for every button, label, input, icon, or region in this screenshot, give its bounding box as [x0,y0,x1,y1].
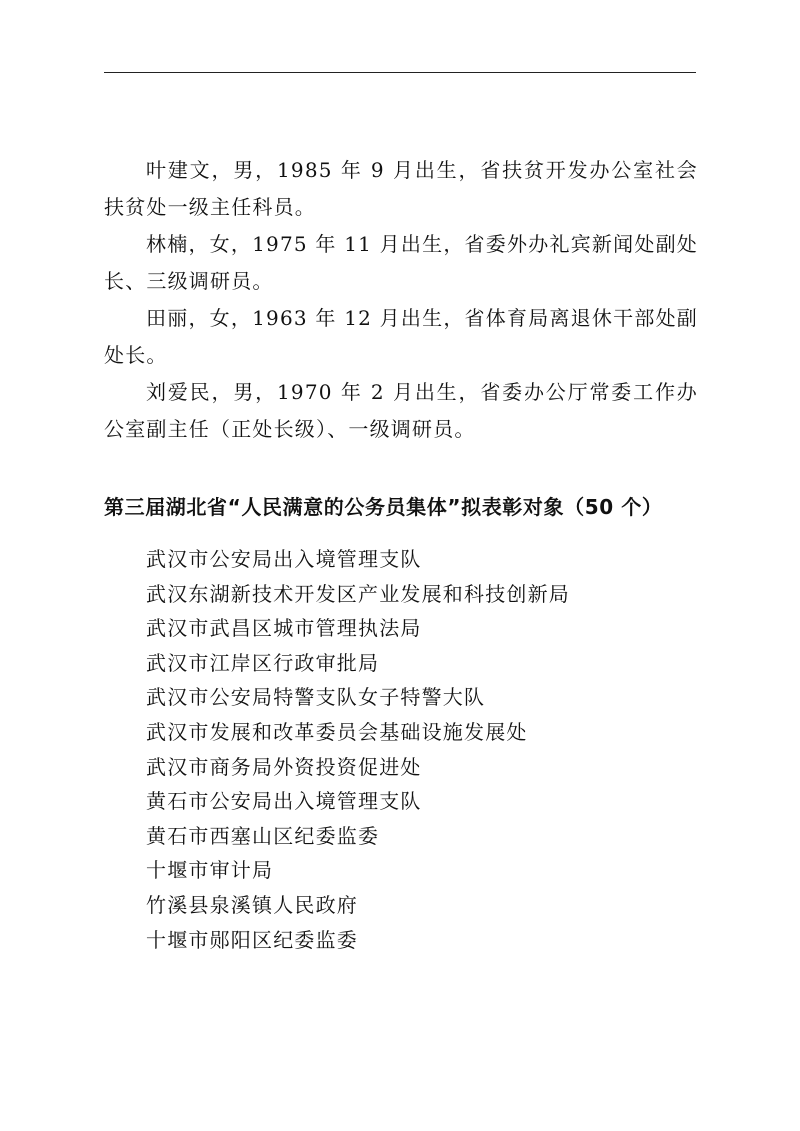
units-list [146,542,706,957]
unit-item: 黄石市公安局出入境管理支队 [146,789,422,814]
unit-item: 黄石市西塞山区纪委监委 [146,823,380,848]
people-list [104,152,698,448]
person-entry: 叶建文，男，1985 年 9 月出生，省扶贫开发办公室社会扶贫处一级主任科员。 [104,158,698,219]
person-entry: 刘爱民，男，1970 年 2 月出生，省委办公厅常委工作办公室副主任（正处长级）、一级调研员。 [104,380,698,441]
unit-item: 十堰市审计局 [146,858,274,883]
unit-item: 十堰市郧阳区纪委监委 [146,927,358,952]
unit-item: 武汉市公安局特警支队女子特警大队 [146,685,486,710]
unit-item: 武汉东湖新技术开发区产业发展和科技创新局 [146,581,570,606]
unit-item: 竹溪县泉溪镇人民政府 [146,892,358,917]
person-entry: 林楠，女，1975 年 11 月出生，省委外办礼宾新闻处副处长、三级调研员。 [104,232,698,293]
person-entry: 田丽，女，1963 年 12 月出生，省体育局离退休干部处副处长。 [104,306,698,367]
unit-item: 武汉市商务局外资投资促进处 [146,754,422,779]
header-rule [104,72,696,73]
unit-item: 武汉市公安局出入境管理支队 [146,547,422,571]
unit-item: 武汉市江岸区行政审批局 [146,650,380,675]
section-heading: 第三届湖北省“人民满意的公务员集体”拟表彰对象（50 个） [104,495,663,519]
unit-item: 武汉市武昌区城市管理执法局 [146,616,422,641]
unit-item: 武汉市发展和改革委员会基础设施发展处 [146,719,528,744]
